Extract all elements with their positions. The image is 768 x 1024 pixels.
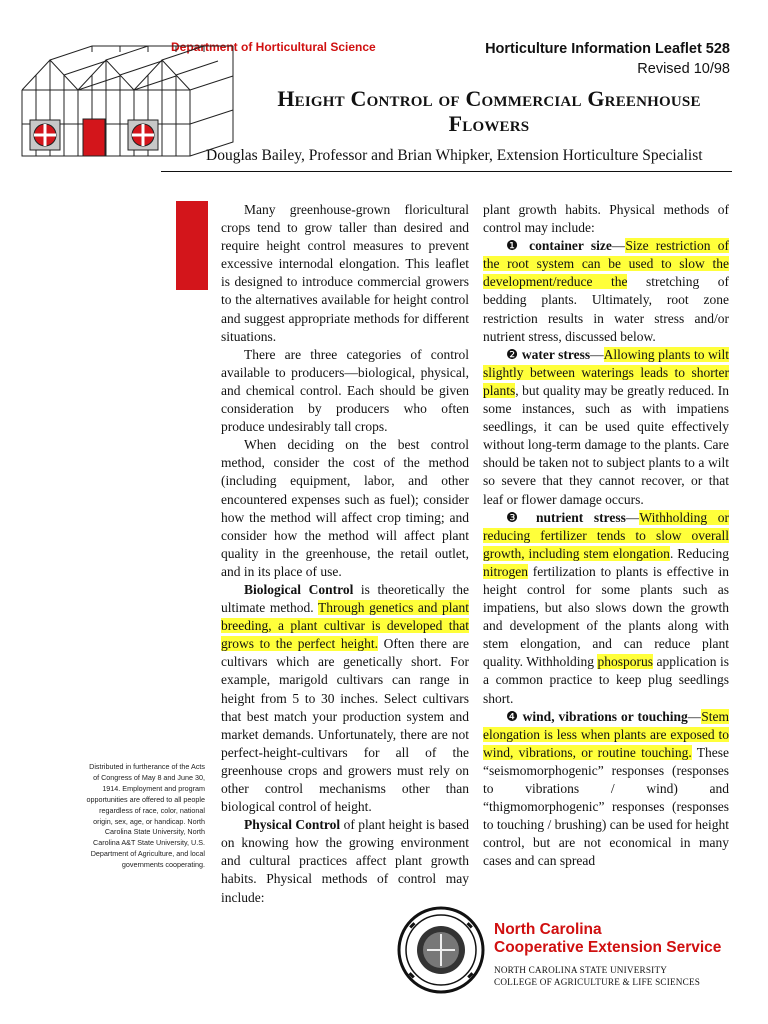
highlighted-text: Through genetics and plant breeding, a plant cultivar is developed that grows to the perfect height. — [221, 600, 469, 652]
paragraph-biological-control — [221, 581, 469, 816]
highlighted-text: nitrogen — [483, 563, 528, 579]
fan-icon — [30, 120, 60, 150]
list-item-water-stress — [483, 346, 729, 509]
list-item-heading: container size — [529, 238, 612, 254]
leaflet-number: Horticulture Information Leaflet 528 — [485, 41, 730, 57]
text-run: . Reducing — [669, 545, 729, 561]
fan-icon — [128, 120, 158, 150]
paragraph-physical-control — [221, 816, 469, 906]
em-dash: — — [625, 509, 640, 525]
text-run: of plant height is based on knowing how the growing environment and cultural practices affect plant growth habits. Physical methods of control may include: — [221, 817, 469, 905]
text-run: stretching of bedding plants. Ultimately, root zone restriction results in water stress and/or nutrient stress, discussed below. — [483, 274, 729, 344]
door-icon — [83, 119, 105, 156]
section-heading-physical: Physical Control — [244, 817, 341, 833]
number-4-icon: ❹ — [506, 708, 519, 724]
text-run: fertilization to plants is effective in height control for some plants such as impatiens, but also slows down the growth and development of the plants along with stem elongation, and can reduce plant quality. Withholding — [483, 563, 729, 670]
text-run: , but quality may be greatly reduced. In some instances, such as with impatiens seedlings, it can be used quite effectively without long-term damage to the plants. Care should be taken not to subject plants to a wilt so severe that they cannot recover, or that leaf or flower damage occurs. — [483, 382, 729, 507]
number-3-icon: ❸ — [506, 509, 526, 525]
text-run: application is a common practice to keep plug seedlings short. — [483, 654, 730, 706]
university-seal-icon — [397, 904, 485, 996]
paragraph-deciding: When deciding on the best control method, consider the cost of the method (including equipment, labor, and other encountered expenses such as fuel); consider how the method will affect crop timing; and consider how the method will affect plant quality in the greenhouse, the retail outlet, and in its place of use. — [221, 437, 469, 579]
highlighted-text: Stem elongation is less when plants are exposed to wind, vibrations, or routine touching. — [483, 708, 729, 760]
number-1-icon: ❶ — [506, 238, 522, 254]
paragraph-categories: There are three categories of control available to producers—biological, physical, and chemical control. Each should be given consideration by producers who often produce undesirably tall crops. — [221, 346, 469, 435]
text-run: is theoretically the ultimate method. — [221, 581, 469, 616]
section-heading-biological: Biological Control — [244, 581, 354, 597]
list-item-container-size — [483, 237, 729, 346]
highlighted-text: Withholding or reducing fertilizer tends to slow overall growth, including stem elongation — [483, 509, 729, 561]
decorative-red-bar — [176, 201, 208, 290]
em-dash: — — [611, 238, 626, 254]
number-2-icon: ❷ — [506, 346, 519, 362]
list-item-wind-vibrations — [483, 708, 729, 871]
paragraph-intro: Many greenhouse-grown floricultural crops tend to grow taller than desired and require height control measures to prevent excessive internodal elongation. This leaflet is designed to introduce commercial growers to the alternatives available for height control and suggest appropriate methods for different situations. — [221, 202, 469, 344]
university-name: NORTH CAROLINA STATE UNIVERSITY — [494, 965, 668, 975]
body-column-right — [483, 201, 729, 870]
page-title: Height Control of Commercial Greenhouse Flowers — [277, 86, 701, 136]
highlighted-text: Size restriction of the root system can be used to slow the development/reduce the — [483, 238, 729, 290]
text-run: Often there are cultivars which are genetically short. For example, marigold cultivars can range in height from 5 to 30 inches. Select cultivars that best match your production system and market demands. Unfortunately, there are not perfect-height-cultivars for all of the greenhouse crops and growers must rely on other control mechanisms other than biological control of height. — [221, 636, 470, 815]
org-name-line2: Cooperative Extension Service — [494, 939, 722, 956]
list-item-heading: water stress — [521, 346, 591, 362]
em-dash: — — [590, 346, 604, 362]
org-name-line1: North Carolina — [494, 921, 602, 938]
list-item-heading: wind, vibrations or touching — [522, 708, 688, 724]
highlighted-text: Allowing plants to wilt slightly between waterings leads to shorter plants — [483, 346, 729, 398]
em-dash: — — [687, 708, 702, 724]
continued-text — [483, 201, 729, 237]
text-run: plant growth habits. Physical methods of control may include: — [483, 202, 729, 236]
text-run: These “seismomorphogenic” responses (responses to vibrations / wind) and “thigmomorphogenic” responses (responses to touching / brushing) can be used for height control, but are not economical in many cases and can spread — [483, 744, 729, 869]
department-name: Department of Horticultural Science — [171, 40, 376, 54]
highlighted-text: phosporus — [597, 654, 653, 670]
authors-line: Douglas Bailey, Professor and Brian Whipker, Extension Horticulture Specialist — [206, 147, 703, 164]
revision-date: Revised 10/98 — [637, 61, 730, 77]
body-column-left — [221, 201, 469, 907]
header-divider — [161, 171, 732, 172]
greenhouse-illustration — [20, 44, 235, 164]
list-item-nutrient-stress — [483, 509, 729, 708]
list-item-heading: nutrient stress — [536, 509, 626, 525]
distribution-disclaimer: Distributed in furtherance of the Acts of Congress of May 8 and June 30, 1914. Employment and program opportunities are offered to all people regardless of race, color, national origin, sex, age, or handicap. North Carolina State University, North Carolina A&T State University, U.S. Department of Agriculture, and local governments cooperating. — [86, 762, 205, 870]
college-name: COLLEGE OF AGRICULTURE & LIFE SCIENCES — [494, 977, 701, 987]
